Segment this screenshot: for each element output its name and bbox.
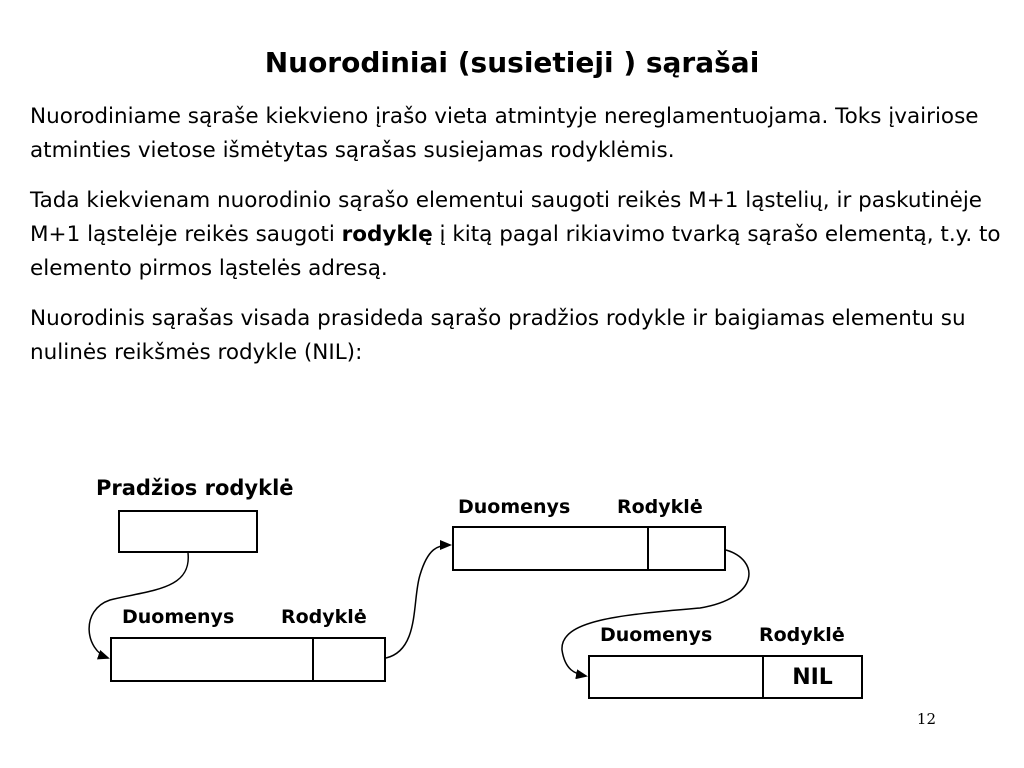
node2-to-node3-arrow bbox=[562, 550, 749, 676]
paragraph-2-bold: rodyklę bbox=[341, 222, 433, 247]
paragraph-2-part-2: į kitą pagal rikiavimo tvarką sąrašo elementą, t.y. to elemento pirmos ląstelės adresą. bbox=[30, 222, 1001, 281]
start-to-node1-arrow bbox=[89, 553, 188, 658]
node3-data-label: Duomenys bbox=[600, 624, 713, 646]
node2-data-label: Duomenys bbox=[458, 496, 571, 518]
slide-title: Nuorodiniai (susietieji ) sąrašai bbox=[264, 46, 760, 79]
node2-pointer-label: Rodyklė bbox=[617, 496, 703, 518]
paragraph-2-part-1: Tada kiekvienam nuorodinio sąrašo elementui saugoti reikės M+1 ląstelių, ir paskutinėje M+1 ląstelėje reikės saugoti bbox=[30, 188, 983, 247]
node1-data-label: Duomenys bbox=[122, 606, 235, 628]
paragraph-1-text: Nuorodiniame sąraše kiekvieno įrašo vieta atmintyje nereglamentuojama. Toks įvairiose atminties vietose išmėtytas sąrašas susiejamas rodyklėmis. bbox=[30, 104, 979, 163]
page-number: 12 bbox=[916, 710, 936, 728]
start-pointer-label: Pradžios rodyklė bbox=[96, 476, 294, 500]
paragraph-3-text: Nuorodinis sąrašas visada prasideda sąrašo pradžios rodykle ir baigiamas elementu su nulinės reikšmės rodykle (NIL): bbox=[30, 306, 966, 365]
node3-pointer-label: Rodyklė bbox=[759, 624, 845, 646]
node1-to-node2-arrow bbox=[386, 545, 450, 658]
node1-pointer-label: Rodyklė bbox=[281, 606, 367, 628]
nil-value: NIL bbox=[792, 664, 833, 690]
